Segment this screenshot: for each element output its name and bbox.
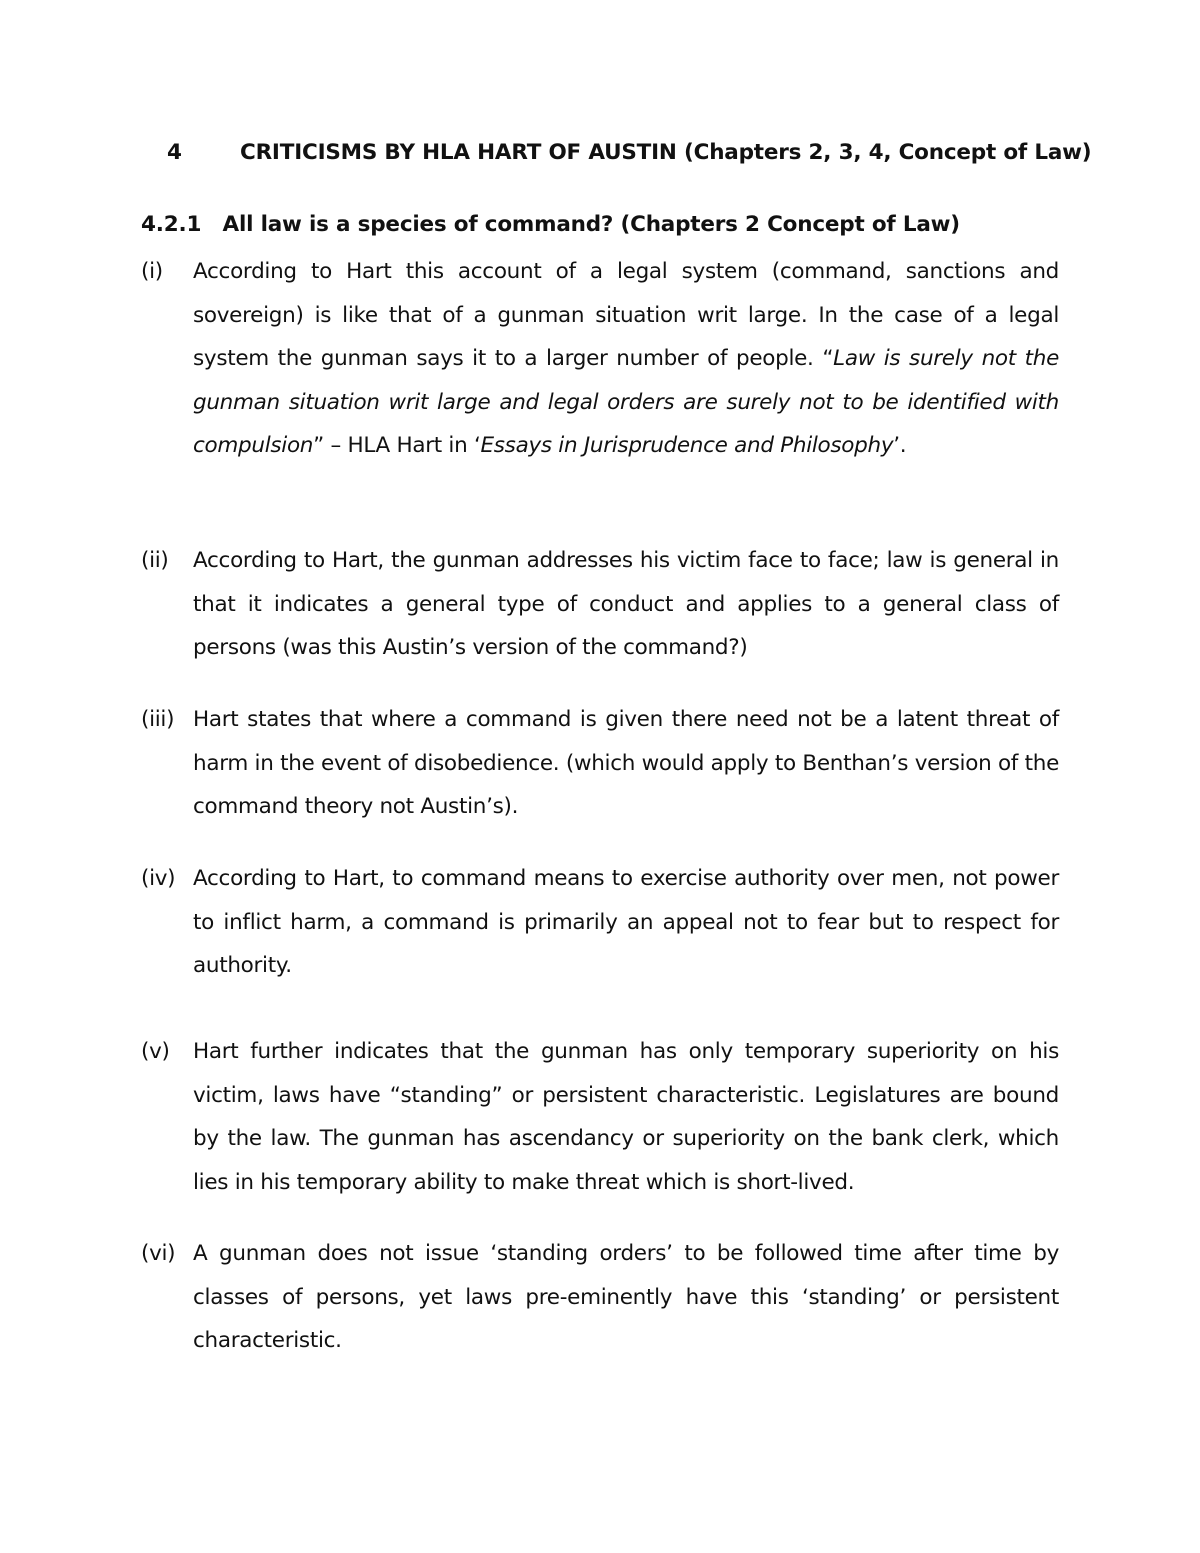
- section-number: 4: [167, 140, 182, 165]
- list-item: [141, 698, 1059, 829]
- list-item-text-part: ” – HLA Hart in ‘: [313, 433, 481, 458]
- list-item-text: According to Hart, the gunman addresses his victim face to face; law is general in that it indicates a general type of conduct and applies to a general class of persons (was this Austin’s version of the command?): [193, 548, 1059, 660]
- list-item-text-part: According to Hart this account of a legal system (command, sanctions and sovereign) is like that of a gunman situation writ large. In the case of a legal system the gunman says it to a larger number of people. “: [193, 259, 1059, 371]
- subsection-heading: [141, 212, 960, 237]
- subsection-number: 4.2.1: [141, 212, 202, 237]
- quote-text: Law is surely not the gunman situation writ large and legal orders are surely not to be identified with compulsion: [193, 346, 1059, 458]
- list-item-marker: (iii): [141, 707, 175, 732]
- list-item-text: A gunman does not issue ‘standing orders’ to be followed time after time by classes of persons, yet laws pre-eminently have this ‘standing’ or persistent characteristic.: [193, 1241, 1059, 1353]
- list-item-text: According to Hart, to command means to exercise authority over men, not power to inflict harm, a command is primarily an appeal not to fear but to respect for authority.: [193, 866, 1059, 978]
- list-item-text: [193, 250, 1059, 468]
- list-item: [141, 250, 1059, 468]
- list-item: [141, 539, 1059, 670]
- list-item-text: Hart states that where a command is given there need not be a latent threat of harm in the event of disobedience. (which would apply to Benthan’s version of the command theory not Austin’s).: [193, 707, 1059, 819]
- subsection-title: All law is a species of command? (Chapters 2 Concept of Law): [222, 212, 960, 237]
- section-title: CRITICISMS BY HLA HART OF AUSTIN (Chapters 2, 3, 4, Concept of Law): [240, 140, 1092, 165]
- list-item: [141, 1232, 1059, 1363]
- list-item-text-part: ’.: [893, 433, 907, 458]
- list-item-marker: (v): [141, 1039, 170, 1064]
- list-item-marker: (iv): [141, 866, 176, 891]
- list-item-marker: (vi): [141, 1241, 176, 1266]
- list-item: [141, 1030, 1059, 1204]
- list-item-marker: (ii): [141, 548, 169, 573]
- list-item: [141, 857, 1059, 988]
- book-title: Essays in Jurisprudence and Philosophy: [480, 433, 894, 458]
- list-item-text: Hart further indicates that the gunman has only temporary superiority on his victim, laws have “standing” or persistent characteristic. Legislatures are bound by the law. The gunman has ascendancy or superiority on the bank clerk, which lies in his temporary ability to make threat which is short-lived.: [193, 1039, 1059, 1195]
- list-item-marker: (i): [141, 259, 163, 284]
